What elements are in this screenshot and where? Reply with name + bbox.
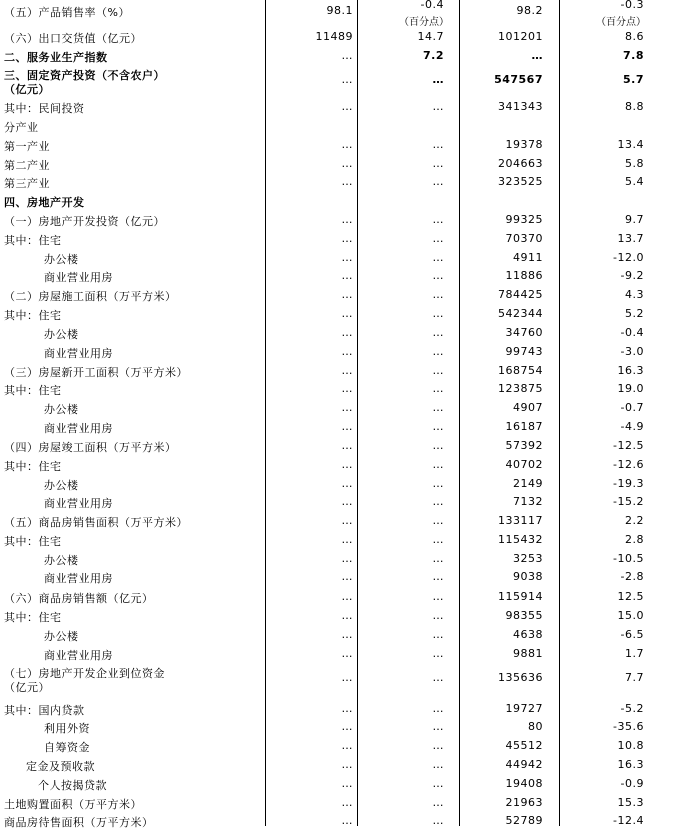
- cumulative-value: 784425: [498, 288, 543, 301]
- column-divider: [265, 0, 266, 826]
- current-value: …: [341, 590, 353, 603]
- current-value: …: [341, 138, 353, 151]
- current-growth: …: [432, 609, 444, 622]
- row-label: （六）商品房销售额（亿元）: [4, 592, 154, 605]
- current-value: …: [341, 307, 353, 320]
- cumulative-value: 99743: [505, 345, 543, 358]
- row-label: 第三产业: [4, 177, 50, 190]
- row-label: 办公楼: [44, 479, 79, 492]
- current-value: …: [341, 647, 353, 660]
- cumulative-value: 19378: [505, 138, 543, 151]
- cumulative-growth: 1.7: [625, 647, 644, 660]
- current-growth: …: [432, 401, 444, 414]
- current-growth: …: [432, 647, 444, 660]
- cumulative-growth: -0.9: [620, 777, 644, 790]
- cumulative-growth: -12.0: [613, 251, 644, 264]
- row-label: 办公楼: [44, 554, 79, 567]
- row-label: 三、固定资产投资（不含农户）: [4, 69, 165, 82]
- row-label: 第一产业: [4, 140, 50, 153]
- current-growth: …: [432, 157, 444, 170]
- cumulative-value: 16187: [505, 420, 543, 433]
- row-label: 商业营业用房: [44, 422, 113, 435]
- current-value: …: [341, 758, 353, 771]
- cumulative-growth: 2.8: [625, 533, 644, 546]
- current-value: …: [341, 720, 353, 733]
- cumulative-value: 4638: [513, 628, 543, 641]
- current-value: …: [341, 458, 353, 471]
- cumulative-growth: -12.6: [613, 458, 644, 471]
- current-growth: …: [432, 175, 444, 188]
- cumulative-growth: 13.4: [617, 138, 644, 151]
- row-label: 其中：住宅: [4, 535, 62, 548]
- row-label: 其中：住宅: [4, 309, 62, 322]
- cumulative-growth: -6.5: [620, 628, 644, 641]
- cumulative-growth: 8.6: [625, 30, 644, 43]
- cumulative-growth: 7.7: [625, 671, 644, 684]
- row-label: 分产业: [4, 121, 39, 134]
- cumulative-value: 4911: [513, 251, 543, 264]
- current-value: …: [341, 702, 353, 715]
- cumulative-value: 168754: [498, 364, 543, 377]
- cumulative-value: 19727: [505, 702, 543, 715]
- cumulative-growth: 10.8: [617, 739, 644, 752]
- current-value: …: [341, 100, 353, 113]
- current-value: …: [341, 288, 353, 301]
- current-growth: …: [432, 458, 444, 471]
- current-growth: …: [432, 720, 444, 733]
- cumulative-value: …: [531, 49, 543, 62]
- cumulative-value: 40702: [505, 458, 543, 471]
- row-label: （一）房地产开发投资（亿元）: [4, 215, 165, 228]
- current-value: …: [341, 514, 353, 527]
- current-growth: …: [432, 100, 444, 113]
- row-label: 办公楼: [44, 630, 79, 643]
- cumulative-value: 135636: [498, 671, 543, 684]
- current-value: …: [341, 401, 353, 414]
- current-value: …: [341, 777, 353, 790]
- cumulative-value: 19408: [505, 777, 543, 790]
- cumulative-value: 542344: [498, 307, 543, 320]
- current-value: …: [341, 269, 353, 282]
- row-label: （六）出口交货值（亿元）: [4, 32, 142, 45]
- current-value: …: [341, 420, 353, 433]
- current-value: …: [341, 73, 353, 86]
- current-value: …: [341, 345, 353, 358]
- current-growth: …: [432, 777, 444, 790]
- current-growth: …: [432, 552, 444, 565]
- cumulative-growth: -10.5: [613, 552, 644, 565]
- cumulative-value: 80: [528, 720, 543, 733]
- cumulative-value: 98355: [505, 609, 543, 622]
- row-label: 商业营业用房: [44, 497, 113, 510]
- current-growth: …: [432, 326, 444, 339]
- cumulative-value: 7132: [513, 495, 543, 508]
- current-growth: …: [432, 345, 444, 358]
- current-growth: …: [432, 288, 444, 301]
- row-label-continuation: （亿元）: [4, 681, 50, 694]
- cumulative-value: 115914: [498, 590, 543, 603]
- cumulative-growth: 15.0: [617, 609, 644, 622]
- cumulative-growth: 2.2: [625, 514, 644, 527]
- cumulative-value: 3253: [513, 552, 543, 565]
- current-value: …: [341, 175, 353, 188]
- row-label: 其中：住宅: [4, 460, 62, 473]
- cumulative-growth: -12.4: [613, 814, 644, 827]
- cumulative-growth: -0.4: [620, 326, 644, 339]
- cumulative-value: 101201: [498, 30, 543, 43]
- cumulative-value: 123875: [498, 382, 543, 395]
- cumulative-growth: 5.8: [625, 157, 644, 170]
- current-growth: …: [432, 702, 444, 715]
- cumulative-value: 21963: [505, 796, 543, 809]
- current-growth: …: [432, 307, 444, 320]
- row-label: （三）房屋新开工面积（万平方米）: [4, 366, 188, 379]
- current-value: …: [341, 439, 353, 452]
- current-value: 11489: [315, 30, 353, 43]
- current-growth: …: [432, 477, 444, 490]
- current-growth: …: [432, 533, 444, 546]
- current-value: …: [341, 157, 353, 170]
- row-label: 四、房地产开发: [4, 196, 85, 209]
- current-growth: …: [432, 364, 444, 377]
- current-value: …: [341, 552, 353, 565]
- cumulative-value: 9881: [513, 647, 543, 660]
- column-divider: [357, 0, 358, 826]
- current-growth: …: [432, 232, 444, 245]
- current-value: …: [341, 477, 353, 490]
- row-label: 办公楼: [44, 328, 79, 341]
- cumulative-growth: 16.3: [617, 758, 644, 771]
- current-growth: 14.7: [417, 30, 444, 43]
- cumulative-growth: 5.2: [625, 307, 644, 320]
- row-label: 办公楼: [44, 403, 79, 416]
- current-growth: …: [432, 420, 444, 433]
- current-value: …: [341, 251, 353, 264]
- current-growth: …: [432, 570, 444, 583]
- current-growth: …: [432, 814, 444, 827]
- cumulative-value: 44942: [505, 758, 543, 771]
- cumulative-growth: 16.3: [617, 364, 644, 377]
- current-value: …: [341, 382, 353, 395]
- cumulative-growth: -12.5: [613, 439, 644, 452]
- row-label: 利用外资: [44, 722, 90, 735]
- cumulative-value: 341343: [498, 100, 543, 113]
- cumulative-growth: 9.7: [625, 213, 644, 226]
- row-label: （五）商品房销售面积（万平方米）: [4, 516, 188, 529]
- row-label-continuation: （亿元）: [4, 83, 50, 96]
- cumulative-value: 4907: [513, 401, 543, 414]
- cumulative-value: 2149: [513, 477, 543, 490]
- cumulative-growth: -4.9: [620, 420, 644, 433]
- current-value: …: [341, 628, 353, 641]
- current-value: …: [341, 495, 353, 508]
- current-growth: …: [432, 796, 444, 809]
- row-label: （四）房屋竣工面积（万平方米）: [4, 441, 177, 454]
- current-value: …: [341, 570, 353, 583]
- current-value: …: [341, 364, 353, 377]
- cumulative-value: 133117: [498, 514, 543, 527]
- cumulative-value: 11886: [505, 269, 543, 282]
- cumulative-growth: 5.7: [623, 73, 644, 86]
- current-growth: …: [432, 73, 444, 86]
- current-value: …: [341, 326, 353, 339]
- row-label: 第二产业: [4, 159, 50, 172]
- current-growth: …: [432, 251, 444, 264]
- cumulative-growth: 12.5: [617, 590, 644, 603]
- cumulative-growth: -0.7: [620, 401, 644, 414]
- current-growth: …: [432, 514, 444, 527]
- current-growth: …: [432, 671, 444, 684]
- current-growth: …: [432, 495, 444, 508]
- row-label: 商业营业用房: [44, 271, 113, 284]
- column-divider: [559, 0, 560, 826]
- cumulative-value: 204663: [498, 157, 543, 170]
- row-label: 商业营业用房: [44, 347, 113, 360]
- cumulative-growth: -3.0: [620, 345, 644, 358]
- current-value: …: [341, 814, 353, 827]
- current-value: …: [341, 533, 353, 546]
- cumulative-growth: 15.3: [617, 796, 644, 809]
- row-label: 其中：住宅: [4, 384, 62, 397]
- cumulative-value: 98.2: [516, 4, 543, 17]
- current-growth: 7.2: [423, 49, 444, 62]
- cumulative-growth: -9.2: [620, 269, 644, 282]
- current-growth: …: [432, 269, 444, 282]
- cumulative-value: 57392: [505, 439, 543, 452]
- row-label: 办公楼: [44, 253, 79, 266]
- cumulative-value: 9038: [513, 570, 543, 583]
- row-label: 定金及预收款: [26, 760, 95, 773]
- current-value: …: [341, 796, 353, 809]
- cumulative-growth: 5.4: [625, 175, 644, 188]
- current-value: …: [341, 232, 353, 245]
- row-label: 自筹资金: [44, 741, 90, 754]
- cumulative-growth: 13.7: [617, 232, 644, 245]
- current-growth: …: [432, 739, 444, 752]
- unit-note: （百分点）: [399, 17, 449, 28]
- row-label: 其中：国内贷款: [4, 704, 85, 717]
- cumulative-value: 99325: [505, 213, 543, 226]
- row-label: 土地购置面积（万平方米）: [4, 798, 142, 811]
- cumulative-growth: -15.2: [613, 495, 644, 508]
- row-label: 商品房待售面积（万平方米）: [4, 816, 154, 829]
- current-growth: …: [432, 213, 444, 226]
- column-divider: [459, 0, 460, 826]
- cumulative-value: 323525: [498, 175, 543, 188]
- current-value: …: [341, 671, 353, 684]
- cumulative-value: 52789: [505, 814, 543, 827]
- cumulative-growth: -5.2: [620, 702, 644, 715]
- cumulative-growth: 8.8: [625, 100, 644, 113]
- cumulative-growth: -35.6: [613, 720, 644, 733]
- cumulative-growth: -2.8: [620, 570, 644, 583]
- row-label: 商业营业用房: [44, 649, 113, 662]
- unit-note: （百分点）: [596, 17, 646, 28]
- cumulative-value: 547567: [494, 73, 543, 86]
- row-label: 商业营业用房: [44, 572, 113, 585]
- current-value: …: [341, 609, 353, 622]
- cumulative-value: 70370: [505, 232, 543, 245]
- row-label: （五）产品销售率（%）: [4, 6, 130, 19]
- cumulative-value: 115432: [498, 533, 543, 546]
- current-value: 98.1: [326, 4, 353, 17]
- current-growth: …: [432, 439, 444, 452]
- current-growth: …: [432, 628, 444, 641]
- cumulative-growth: -0.3: [620, 0, 644, 11]
- current-growth: …: [432, 590, 444, 603]
- row-label: 个人按揭贷款: [38, 779, 107, 792]
- row-label: 二、服务业生产指数: [4, 51, 108, 64]
- current-growth: …: [432, 758, 444, 771]
- row-label: 其中：住宅: [4, 611, 62, 624]
- cumulative-growth: 7.8: [623, 49, 644, 62]
- cumulative-value: 34760: [505, 326, 543, 339]
- row-label: 其中：民间投资: [4, 102, 85, 115]
- current-growth: …: [432, 382, 444, 395]
- current-growth: …: [432, 138, 444, 151]
- cumulative-growth: -19.3: [613, 477, 644, 490]
- current-value: …: [341, 213, 353, 226]
- current-value: …: [341, 49, 353, 62]
- cumulative-value: 45512: [505, 739, 543, 752]
- row-label: 其中：住宅: [4, 234, 62, 247]
- current-growth: -0.4: [420, 0, 444, 11]
- current-value: …: [341, 739, 353, 752]
- row-label: （二）房屋施工面积（万平方米）: [4, 290, 177, 303]
- cumulative-growth: 19.0: [617, 382, 644, 395]
- cumulative-growth: 4.3: [625, 288, 644, 301]
- row-label: （七）房地产开发企业到位资金: [4, 667, 165, 680]
